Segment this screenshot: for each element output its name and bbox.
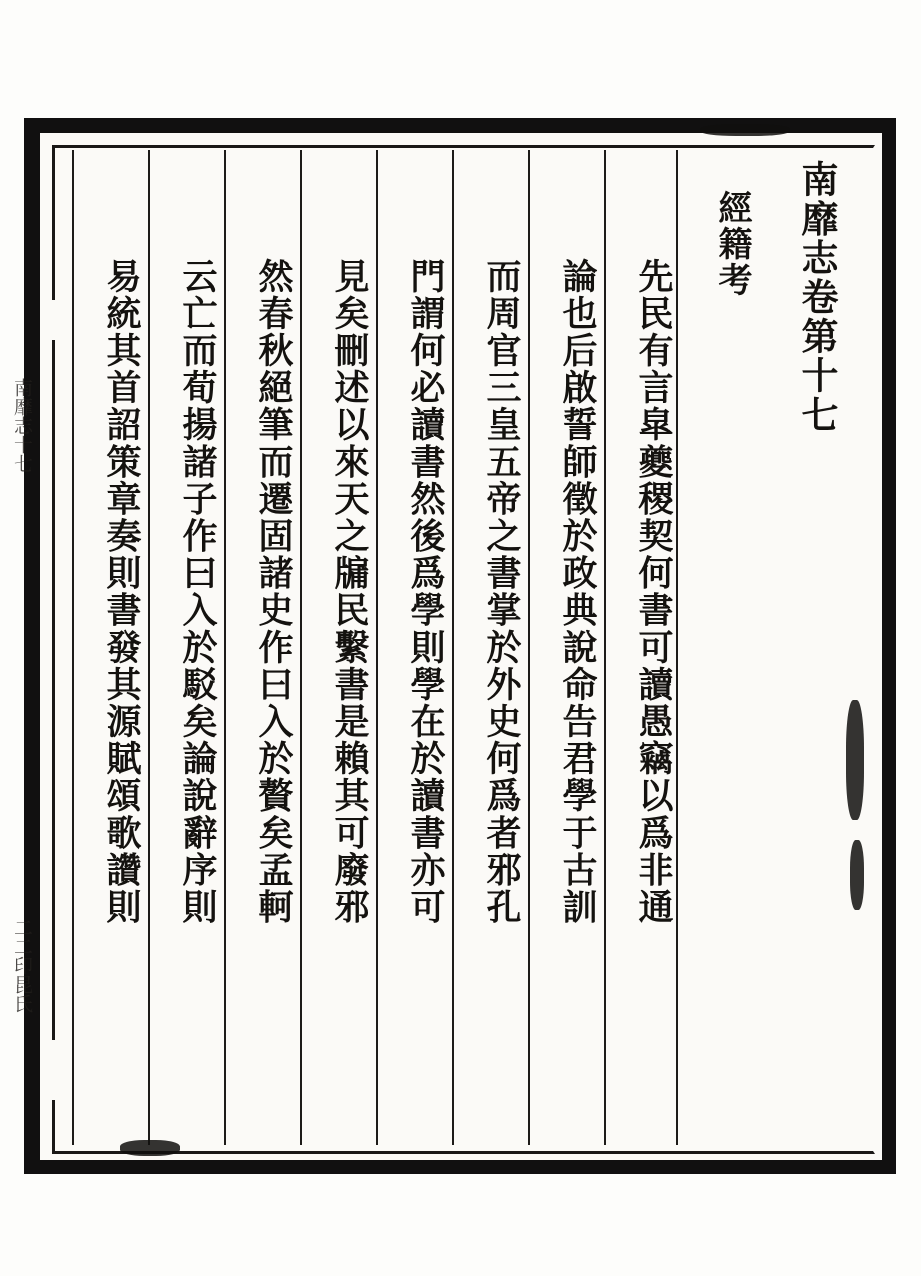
column-rule	[604, 150, 606, 1145]
body-column-8: 易統其首詔策章奏則書發其源賦頌歌讚則	[101, 258, 142, 926]
body-column-6: 然春秋絕筆而遷固諸史作曰入於贅矣孟軻	[253, 258, 294, 926]
body-column-7: 云亡而荀揚諸子作曰入於駁矣論說辭序則	[177, 258, 218, 926]
ink-wear-mark	[850, 840, 864, 910]
body-column-3: 而周官三皇五帝之書掌於外史何爲者邪孔	[481, 258, 522, 926]
column-rule	[300, 150, 302, 1145]
ink-wear-mark	[846, 700, 864, 820]
paper-notch	[40, 300, 56, 340]
margin-mark-bottom: 二二印昆氏	[11, 918, 33, 1013]
column-rule	[148, 150, 150, 1145]
margin-mark-top: 南靡志十七	[11, 378, 33, 473]
body-column-4: 門謂何必讀書然後爲學則學在於讀書亦可	[405, 258, 446, 926]
ink-wear-mark	[700, 124, 790, 136]
section-heading: 經籍考	[712, 190, 752, 299]
body-column-5: 見矣刪述以來天之牖民繫書是賴其可廢邪	[329, 258, 370, 926]
paper-notch	[40, 1040, 58, 1100]
page-title: 南靡志卷第十七	[795, 160, 839, 435]
column-rule	[528, 150, 530, 1145]
column-rule	[72, 150, 74, 1145]
ink-wear-mark	[120, 1140, 180, 1156]
column-rule	[452, 150, 454, 1145]
column-rule	[224, 150, 226, 1145]
column-rule	[376, 150, 378, 1145]
column-rule	[676, 150, 678, 1145]
body-column-2: 論也后啟誓師徵於政典說命告君學于古訓	[557, 258, 598, 926]
body-column-1: 先民有言皐夔稷契何書可讀愚竊以爲非通	[633, 258, 674, 926]
